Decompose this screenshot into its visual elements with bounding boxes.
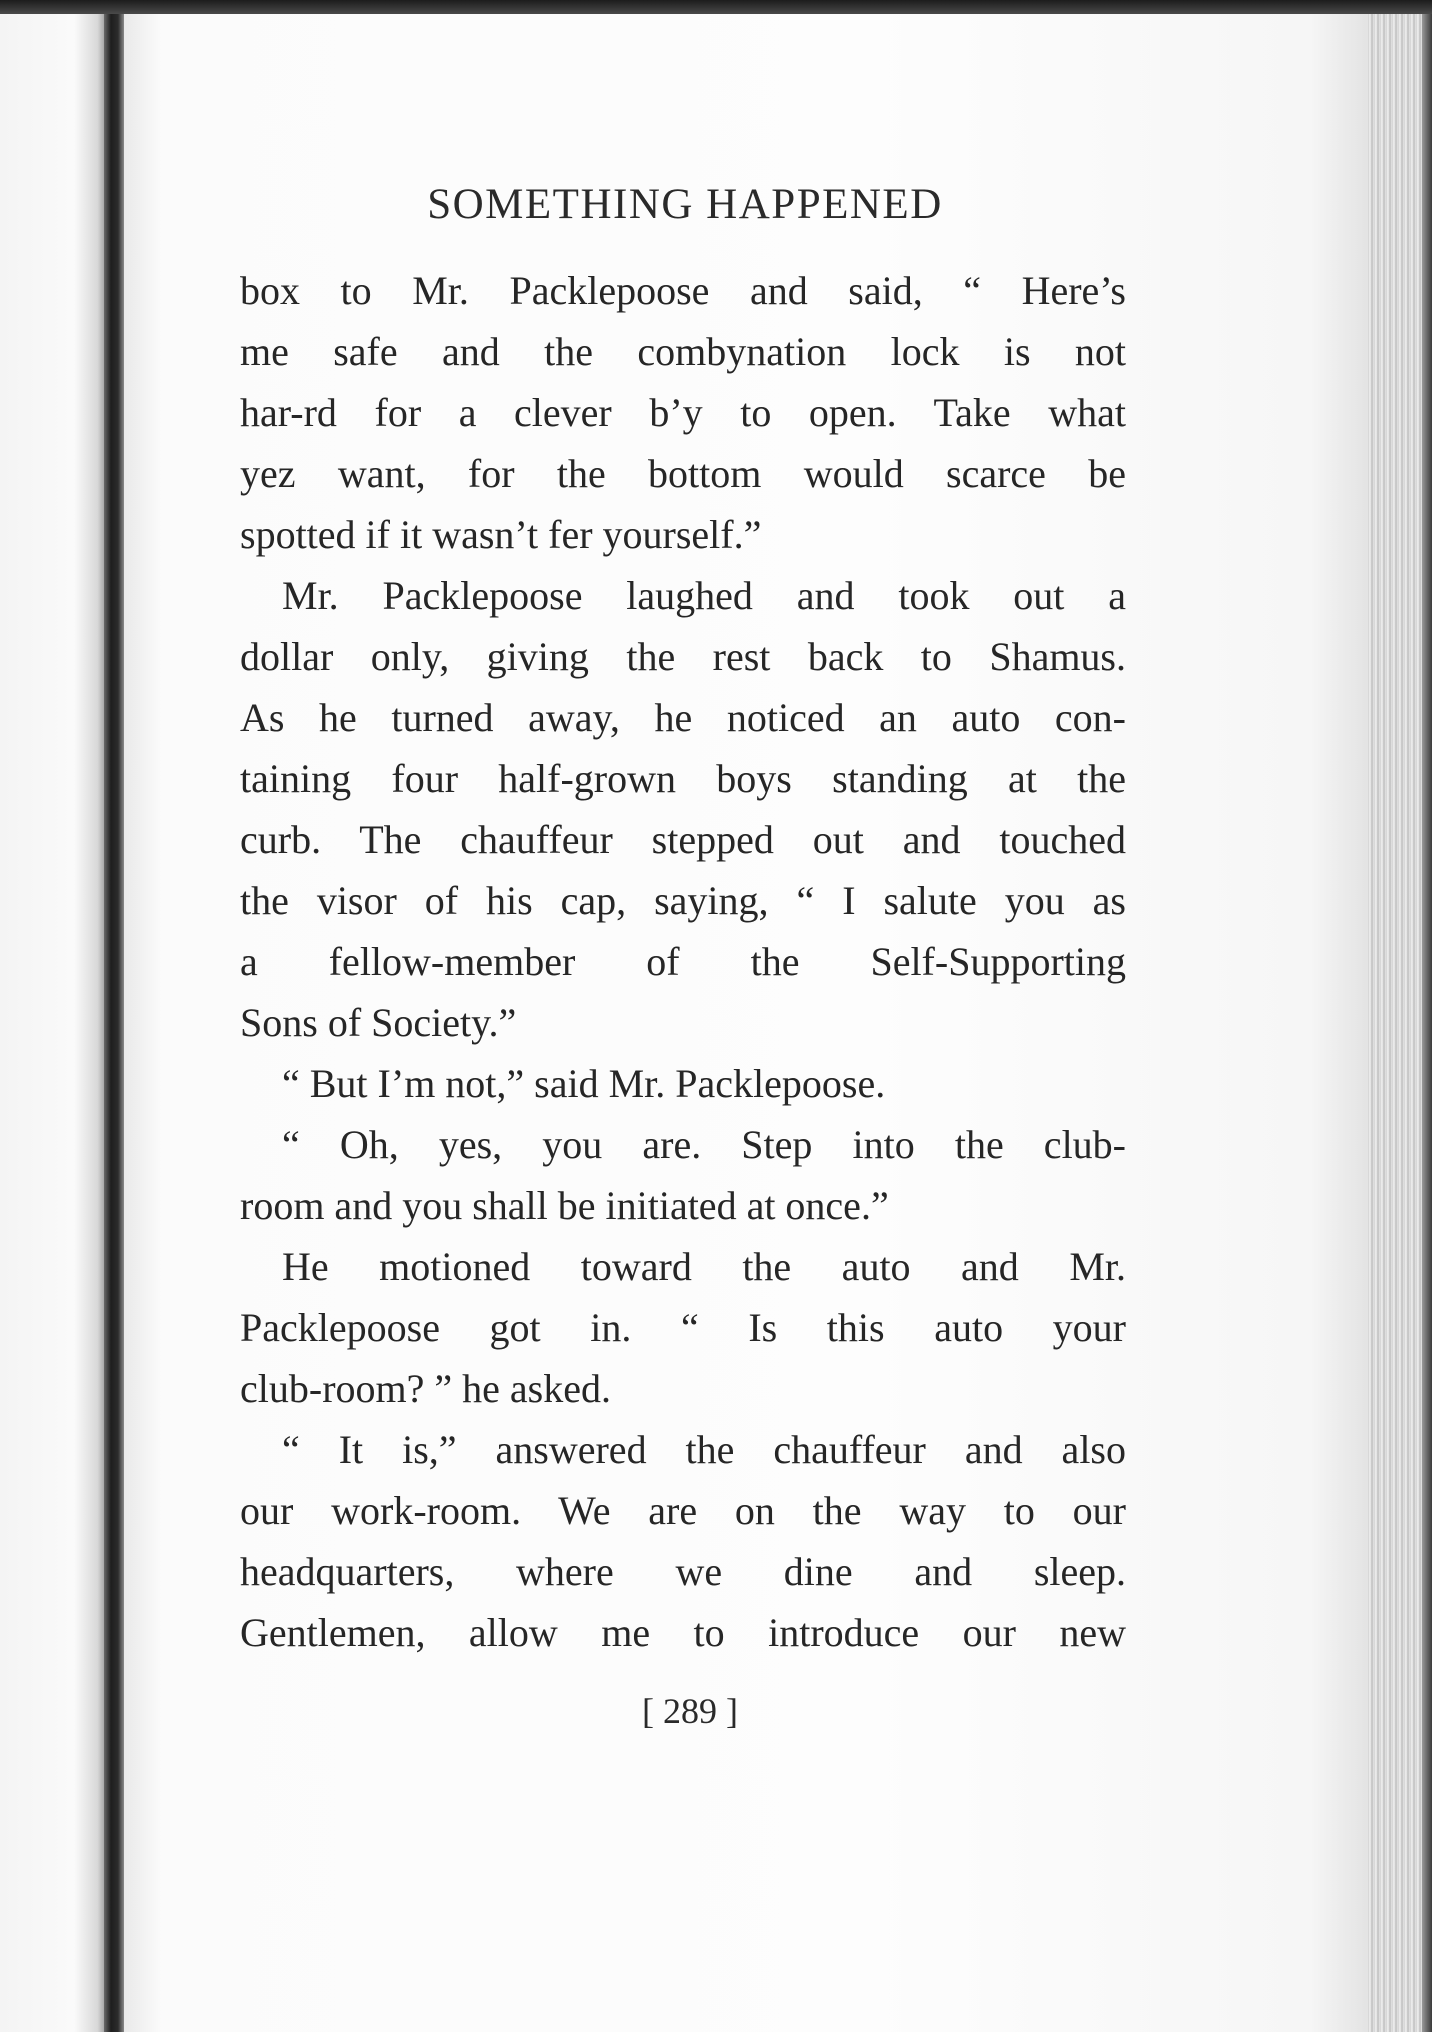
text-line: He motioned toward the auto and Mr. (282, 1244, 1126, 1289)
text-line: Mr. Packlepoose laughed and took out a (282, 573, 1126, 618)
text-line: a fellow-member of the Self-Supporting (240, 939, 1126, 984)
text-line: taining four half-grown boys standing at the (240, 756, 1126, 801)
left-page (0, 14, 106, 2032)
body-text (240, 260, 1126, 1663)
scanner-edge (0, 0, 1432, 14)
book-gutter (104, 14, 124, 2032)
text-line: Packlepoose got in. “ Is this auto your (240, 1305, 1126, 1350)
text-line: dollar only, giving the rest back to Shamus. (240, 634, 1126, 679)
text-line: me safe and the combynation lock is not (240, 329, 1126, 374)
running-head: SOMETHING HAPPENED (427, 181, 943, 228)
text-line: club-room? ” he asked. (240, 1366, 611, 1411)
text-line: yez want, for the bottom would scarce be (240, 451, 1126, 496)
page-number: [ 289 ] (642, 1691, 738, 1731)
text-line: headquarters, where we dine and sleep. (240, 1549, 1126, 1594)
page-edges (1368, 14, 1432, 2032)
text-line: box to Mr. Packlepoose and said, “ Here’s (240, 268, 1126, 313)
text-line: room and you shall be initiated at once.” (240, 1183, 889, 1228)
text-line: spotted if it wasn’t fer yourself.” (240, 512, 762, 557)
text-line: har-rd for a clever b’y to open. Take what (240, 390, 1126, 435)
text-line: the visor of his cap, saying, “ I salute you as (240, 878, 1126, 923)
text-line: Sons of Society.” (240, 1000, 517, 1045)
text-line: Gentlemen, allow me to introduce our new (240, 1610, 1126, 1655)
text-line: curb. The chauffeur stepped out and touched (240, 817, 1126, 862)
text-line: “ But I’m not,” said Mr. Packlepoose. (282, 1061, 886, 1106)
text-line: our work-room. We are on the way to our (240, 1488, 1126, 1533)
text-line: As he turned away, he noticed an auto con- (240, 695, 1126, 740)
text-line: “ Oh, yes, you are. Step into the club- (282, 1122, 1126, 1167)
text-line: “ It is,” answered the chauffeur and also (282, 1427, 1126, 1472)
